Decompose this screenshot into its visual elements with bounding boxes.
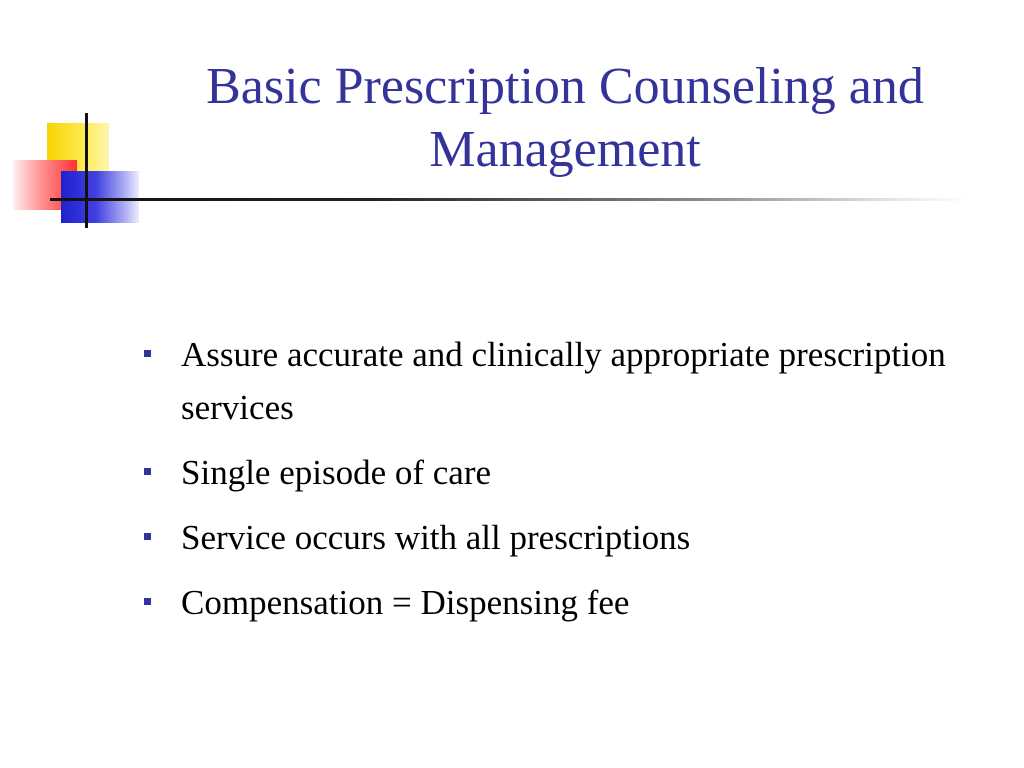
bullet-list <box>140 328 980 641</box>
bullet-item <box>140 446 980 499</box>
bullet-item <box>140 511 980 564</box>
slide-title: Basic Prescription Counseling and Management <box>206 58 924 178</box>
color-blocks-logo-icon <box>0 0 140 230</box>
title-underline <box>50 198 970 201</box>
bullet-item <box>140 328 980 434</box>
bullet-text: Compensation = Dispensing fee <box>181 583 630 622</box>
square-bullet-icon <box>144 468 151 475</box>
blue-square <box>61 171 139 223</box>
square-bullet-icon <box>144 598 151 605</box>
bullet-text: Single episode of care <box>181 453 492 492</box>
bullet-text: Service occurs with all prescriptions <box>181 518 691 557</box>
vertical-rule <box>85 113 88 228</box>
square-bullet-icon <box>144 533 151 540</box>
square-bullet-icon <box>144 350 151 357</box>
bullet-text: Assure accurate and clinically appropriate prescription services <box>181 335 946 427</box>
bullet-item <box>140 576 980 629</box>
